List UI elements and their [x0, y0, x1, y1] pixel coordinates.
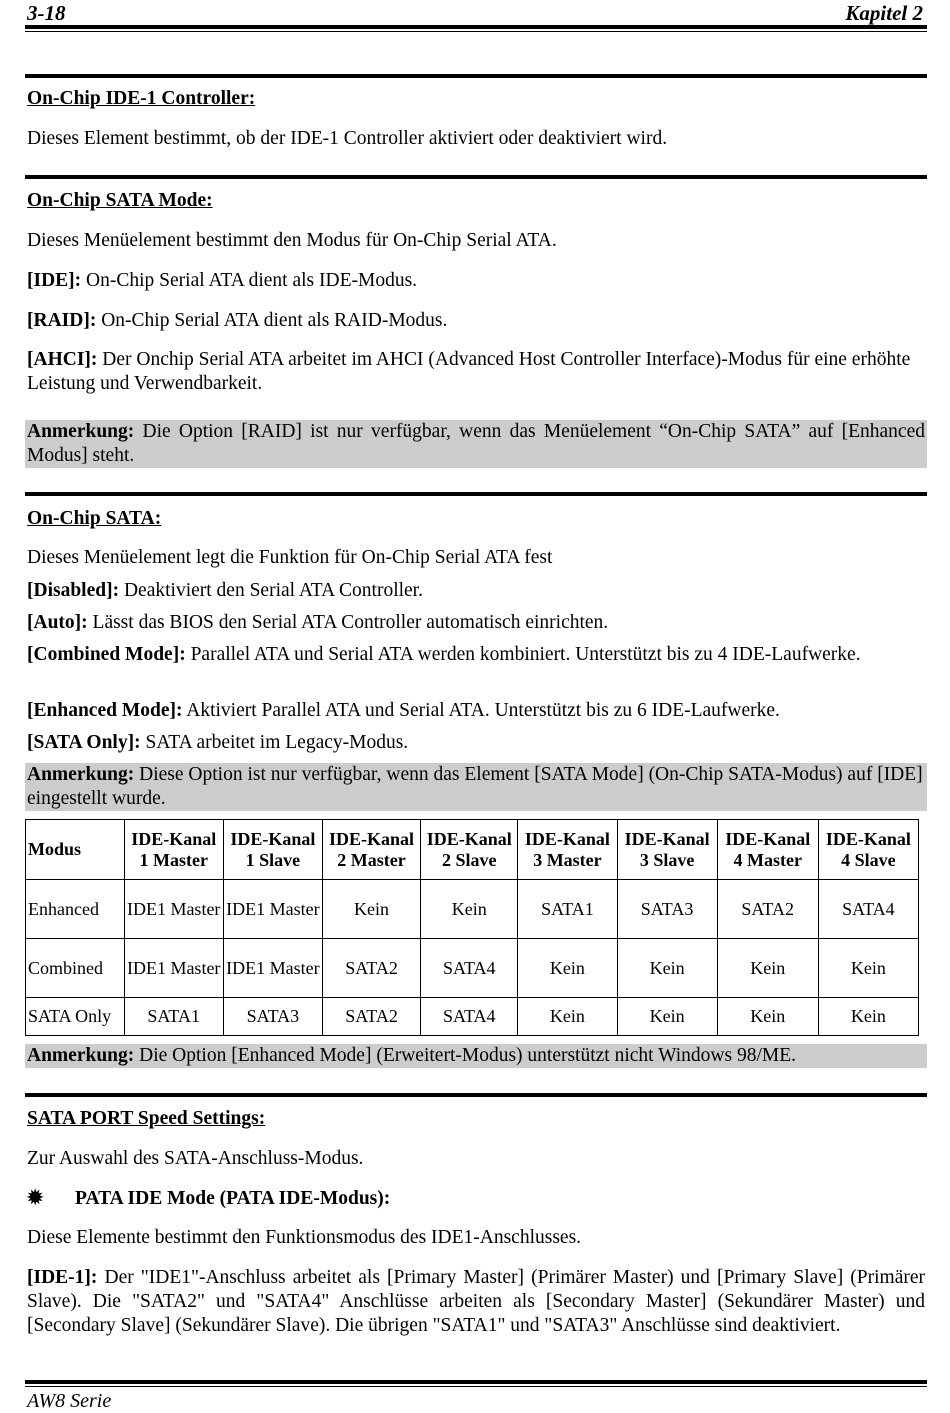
- header-line: 4 Slave: [841, 849, 896, 870]
- option-sata-only: [27, 731, 925, 755]
- table-header-cell: [518, 820, 617, 880]
- option-combined: [27, 643, 925, 667]
- table-header-cell: [223, 820, 322, 880]
- asterisk-bullet-icon: ✹: [27, 1188, 44, 1209]
- note-raid: [25, 420, 927, 468]
- table-cell: Kein: [322, 880, 420, 939]
- section-text-ide1: Dieses Element bestimmt, ob der IDE-1 Controller aktiviert oder deaktiviert wird.: [27, 128, 668, 149]
- section-title-sata: On-Chip SATA:: [27, 508, 162, 529]
- note-label: Anmerkung:: [27, 421, 135, 442]
- table-cell: Kein: [518, 998, 617, 1036]
- section-title-sata-mode: On-Chip SATA Mode:: [27, 190, 213, 211]
- table-cell: SATA4: [421, 998, 518, 1036]
- option-text: SATA arbeitet im Legacy-Modus.: [140, 732, 409, 753]
- table-row: [26, 939, 919, 998]
- option-label: [Combined Mode]:: [27, 644, 186, 665]
- option-text: Aktiviert Parallel ATA und Serial ATA. Unterstützt bis zu 6 IDE-Laufwerke.: [182, 700, 780, 721]
- table-cell: SATA2: [717, 880, 818, 939]
- footer-series: AW8 Serie: [27, 1390, 112, 1412]
- ide-channel-table: [25, 819, 919, 1036]
- header-line: 2 Slave: [441, 849, 497, 870]
- section-text-port-speed: Zur Auswahl des SATA-Anschluss-Modus.: [27, 1148, 364, 1169]
- table-header-cell: [421, 820, 518, 880]
- table-cell: Combined: [26, 939, 125, 998]
- table-header-cell: [617, 820, 717, 880]
- table-cell: IDE1 Master: [223, 939, 322, 998]
- table-cell: SATA Only: [26, 998, 125, 1036]
- header-line: 4 Master: [733, 849, 802, 870]
- option-text: On-Chip Serial ATA dient als IDE-Modus.: [81, 270, 418, 291]
- option-label: [IDE-1]:: [27, 1267, 98, 1288]
- header-line: 1 Slave: [245, 849, 301, 870]
- table-cell: SATA1: [124, 998, 223, 1036]
- table-cell: SATA2: [322, 998, 420, 1036]
- header-line: IDE-Kanal: [426, 828, 512, 849]
- table-cell: SATA4: [421, 939, 518, 998]
- option-ide1: [27, 1266, 925, 1338]
- table-header-cell: Modus: [26, 820, 125, 880]
- header-line: IDE-Kanal: [329, 828, 415, 849]
- subsection-title: PATA IDE Mode (PATA IDE-Modus):: [75, 1188, 391, 1209]
- table-cell: Kein: [421, 880, 518, 939]
- header-line: IDE-Kanal: [624, 828, 710, 849]
- option-label: [IDE]:: [27, 270, 82, 291]
- option-enhanced: [27, 699, 925, 723]
- section-divider: [25, 492, 927, 496]
- footer-rule: [25, 1380, 927, 1387]
- page-number: 3-18: [27, 1, 66, 25]
- option-ahci: [27, 348, 925, 396]
- header-line: IDE-Kanal: [825, 828, 911, 849]
- table-header-row: [26, 820, 919, 880]
- option-text: On-Chip Serial ATA dient als RAID-Modus.: [96, 310, 448, 331]
- table-cell: IDE1 Master: [223, 880, 322, 939]
- header-line: IDE-Kanal: [131, 828, 217, 849]
- table-cell: SATA3: [617, 880, 717, 939]
- note-label: Anmerkung:: [27, 1045, 135, 1066]
- option-disabled: [27, 579, 925, 603]
- option-label: [Auto]:: [27, 612, 88, 633]
- note-label: Anmerkung:: [27, 764, 135, 785]
- note-text: Diese Option ist nur verfügbar, wenn das Element [SATA Mode] (On-Chip SATA-Modus) auf [IDE] eingestellt wurde.: [27, 764, 923, 809]
- table-cell: SATA3: [223, 998, 322, 1036]
- table-row: [26, 998, 919, 1036]
- subsection-pata: [27, 1187, 925, 1211]
- note-windows: [25, 1044, 927, 1068]
- table-cell: IDE1 Master: [124, 880, 223, 939]
- table-cell: Kein: [717, 939, 818, 998]
- header-line: IDE-Kanal: [524, 828, 610, 849]
- table-cell: SATA1: [518, 880, 617, 939]
- header-line: 1 Master: [139, 849, 208, 870]
- table-cell: IDE1 Master: [124, 939, 223, 998]
- option-text: Parallel ATA und Serial ATA werden kombiniert. Unterstützt bis zu 4 IDE-Laufwerke.: [185, 644, 861, 665]
- section-divider: [25, 74, 927, 78]
- section-title-ide1: On-Chip IDE-1 Controller:: [27, 88, 256, 109]
- table-cell: SATA4: [818, 880, 918, 939]
- header-line: IDE-Kanal: [230, 828, 316, 849]
- section-text-sata-mode: Dieses Menüelement bestimmt den Modus für On-Chip Serial ATA.: [27, 230, 557, 251]
- option-raid: [27, 309, 925, 333]
- option-label: [AHCI]:: [27, 349, 98, 370]
- option-text: Der Onchip Serial ATA arbeitet im AHCI (Advanced Host Controller Interface)-Modus für eine erhöhte Leistung und Verwendbarkeit.: [27, 349, 911, 394]
- option-text: Deaktiviert den Serial ATA Controller.: [119, 580, 423, 601]
- table-cell: Kein: [717, 998, 818, 1036]
- option-text: Der "IDE1"-Anschluss arbeitet als [Primary Master] (Primärer Master) und [Primary Slave] (Primärer Slave). Die "SATA2" und "SATA4" Anschlüsse arbeiten als [Secondary Master] (Sekundärer Master) und [Secondary Slave] (Sekundärer Slave). Die übrigen "SATA1" und "SATA3" Anschlüsse sind deaktiviert.: [27, 1267, 925, 1336]
- table-cell: Kein: [617, 939, 717, 998]
- table-header-cell: [322, 820, 420, 880]
- note-text: Die Option [RAID] ist nur verfügbar, wenn das Menüelement “On-Chip SATA” auf [Enhanced Modus] steht.: [27, 421, 925, 466]
- table-cell: SATA2: [322, 939, 420, 998]
- section-divider: [25, 175, 927, 179]
- subsection-text: Diese Elemente bestimmt den Funktionsmodus des IDE1-Anschlusses.: [27, 1227, 582, 1248]
- header-line: 3 Slave: [639, 849, 695, 870]
- option-label: [Enhanced Mode]:: [27, 700, 183, 721]
- header-rule: [25, 25, 927, 32]
- option-label: [SATA Only]:: [27, 732, 141, 753]
- table-cell: Enhanced: [26, 880, 125, 939]
- section-title-port-speed: SATA PORT Speed Settings:: [27, 1108, 266, 1129]
- option-auto: [27, 611, 925, 635]
- table-cell: Kein: [518, 939, 617, 998]
- table-header-cell: [124, 820, 223, 880]
- option-ide: [27, 269, 925, 293]
- section-divider: [25, 1093, 927, 1097]
- table-header-cell: [818, 820, 918, 880]
- table-row: [26, 880, 919, 939]
- header-line: 3 Master: [533, 849, 602, 870]
- table-cell: Kein: [818, 998, 918, 1036]
- table-header-cell: [717, 820, 818, 880]
- page-header: [25, 0, 927, 24]
- note-text: Die Option [Enhanced Mode] (Erweitert-Modus) unterstützt nicht Windows 98/ME.: [134, 1045, 796, 1066]
- option-label: [RAID]:: [27, 310, 97, 331]
- note-ide-mode: [25, 763, 927, 811]
- option-label: [Disabled]:: [27, 580, 120, 601]
- option-text: Lässt das BIOS den Serial ATA Controller automatisch einrichten.: [87, 612, 609, 633]
- header-line: IDE-Kanal: [725, 828, 811, 849]
- table-cell: Kein: [818, 939, 918, 998]
- table-cell: Kein: [617, 998, 717, 1036]
- chapter-title: Kapitel 2: [845, 1, 923, 25]
- section-text-sata: Dieses Menüelement legt die Funktion für On-Chip Serial ATA fest: [27, 547, 553, 568]
- header-line: 2 Master: [337, 849, 406, 870]
